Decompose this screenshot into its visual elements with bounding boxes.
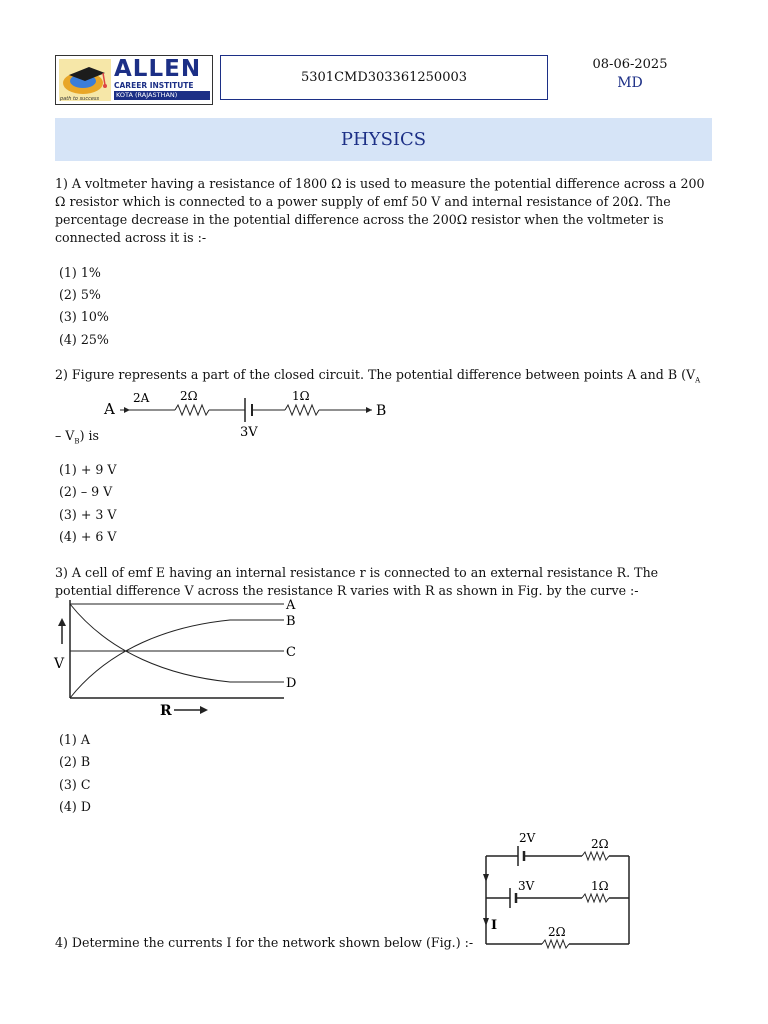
question-2-suffix: ) is (79, 428, 99, 443)
fig2-label-r1: 2Ω (180, 389, 198, 403)
question-2-dash: – V (55, 428, 75, 443)
fig4-top-resistor-label: 2Ω (591, 837, 609, 851)
fig3-curve-d (70, 604, 284, 682)
fig3-y-label: V (54, 656, 65, 672)
exam-date: 08-06-2025 (592, 57, 668, 72)
question-2-sub-a: A (695, 376, 701, 385)
question-1-text: 1) A voltmeter having a resistance of 1800 Ω is used to measure the potential difference across a 200 Ω resistor which is connected to a power supply of emf 50 V and internal resistance of 20Ω. The percentage decrease in the potential difference across the 200Ω resistor when the voltmeter is connected across it is :- (55, 176, 705, 245)
question-2-sub-b: B (74, 437, 80, 446)
paper-code: 5301CMD303361250003 (300, 70, 468, 85)
fig4-mid-resistor (582, 894, 609, 902)
fig4-mid-resistor-label: 1Ω (591, 879, 609, 893)
question-3-option-1[interactable]: (1) A (59, 732, 90, 747)
question-2-option-3[interactable]: (3) + 3 V (59, 507, 117, 522)
fig4-bottom-resistor (542, 940, 569, 948)
subject-title: PHYSICS (340, 129, 427, 150)
question-1-option-2[interactable]: (2) 5% (59, 287, 101, 302)
question-4-text: 4) Determine the currents I for the network shown below (Fig.) :- (55, 935, 474, 950)
logo-tagline: path to success (60, 96, 100, 102)
question-3-option-4[interactable]: (4) D (59, 799, 91, 814)
fig4-top-battery-label: 2V (519, 831, 536, 845)
question-2-option-1[interactable]: (1) + 9 V (59, 462, 117, 477)
fig3-curve-b (70, 620, 284, 698)
fig2-resistor-2ohm (175, 405, 209, 415)
question-3-graph-figure (50, 598, 310, 720)
fig3-label-d: D (286, 676, 297, 691)
fig2-label-b: B (376, 403, 387, 419)
fig2-resistor-1ohm (285, 405, 319, 415)
fig4-top-resistor (582, 852, 609, 860)
fig4-mid-battery-label: 3V (518, 879, 535, 893)
fig2-label-current: 2A (133, 391, 150, 405)
exam-stream: MD (617, 75, 643, 91)
fig2-label-r2: 1Ω (292, 389, 310, 403)
logo-location: KOTA (RAJASTHAN) (114, 91, 210, 100)
question-2-text-end (55, 427, 717, 451)
fig4-current-label: I (491, 918, 498, 933)
question-1-option-3[interactable]: (3) 10% (59, 309, 109, 324)
logo-brand (114, 57, 210, 101)
question-2-option-4[interactable]: (4) + 6 V (59, 529, 117, 544)
question-3-option-2[interactable]: (2) B (59, 754, 91, 769)
fig3-label-c: C (286, 645, 296, 660)
subject-bar (55, 118, 712, 161)
question-2-option-2[interactable]: (2) – 9 V (59, 484, 113, 499)
paper-code-box (220, 55, 548, 100)
fig2-label-battery: 3V (240, 425, 258, 438)
question-1-option-4[interactable]: (4) 25% (59, 332, 109, 347)
fig2-label-a: A (104, 400, 115, 418)
question-2-text-start: 2) Figure represents a part of the closed circuit. The potential difference between points A and B (V (55, 367, 696, 382)
allen-logo (55, 55, 213, 105)
fig3-x-label: R (160, 703, 172, 719)
fig4-bottom-resistor-label: 2Ω (548, 925, 566, 939)
question-3-text: 3) A cell of emf E having an internal resistance r is connected to an external resistance R. The potential difference V across the resistance R varies with R as shown in Fig. by the curve :- (55, 565, 659, 598)
question-1-option-1[interactable]: (1) 1% (59, 265, 101, 280)
logo-brand-word: ALLEN (114, 56, 202, 82)
graduation-cap-emblem-icon (59, 59, 111, 101)
fig3-label-b: B (286, 614, 296, 629)
fig3-label-a: A (286, 598, 296, 613)
logo-institute: CAREER INSTITUTE (114, 81, 194, 90)
question-3-option-3[interactable]: (3) C (59, 777, 91, 792)
fig4-current-arrow-icon (483, 874, 489, 882)
question-4-network-figure (476, 826, 638, 950)
